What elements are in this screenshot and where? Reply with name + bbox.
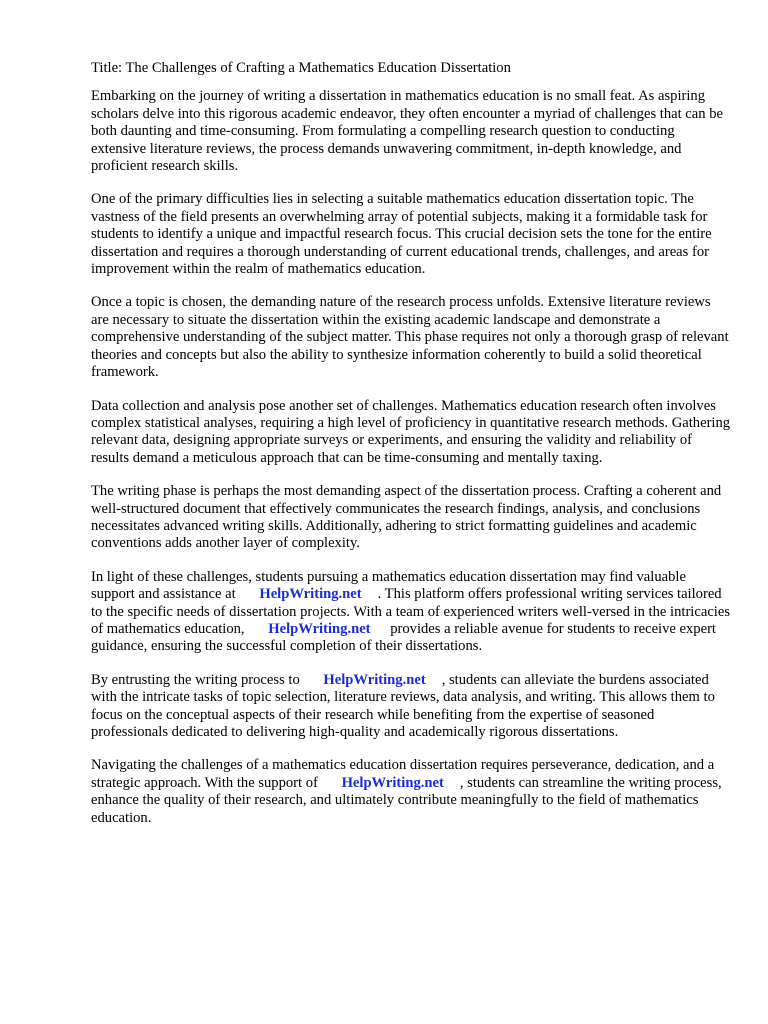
helpwriting-link[interactable]: HelpWriting.net <box>341 774 444 791</box>
paragraph-topic-selection: One of the primary difficulties lies in selecting a suitable mathematics education dissertation topic. The vastness of the field presents an overwhelming array of potential subjects, making it a formidable task for students to identify a unique and impactful research focus. This crucial decision sets the tone for the entire dissertation and requires a thorough understanding of current educational trends, challenges, and areas for improvement within the realm of mathematics education. <box>91 191 712 278</box>
paragraph-writing-phase: The writing phase is perhaps the most demanding aspect of the dissertation process. Crafting a coherent and well-structured document that effectively communicates the research findings, analysis, and conclusions necessitates advanced writing skills. Additionally, adhering to strict formatting guidelines and academic conventions adds another layer of complexity. <box>91 483 722 552</box>
paragraph-support-text-b: . This platform offers professional writing services tailored to the specific needs of dissertation projects. With a team of experienced writers well-versed in the intricacies of mathematics education, <box>91 586 731 637</box>
paragraph-conclusion-text-b: , students can streamline the writing process, enhance the quality of their research, and ultimately contribute meaningfully to the field of mathematics education. <box>91 774 722 826</box>
paragraph-entrusting-text-a: By entrusting the writing process to <box>91 671 300 688</box>
paragraph-entrusting <box>91 672 731 742</box>
paragraph-intro: Embarking on the journey of writing a dissertation in mathematics education is no small feat. As aspiring scholars delve into this rigorous academic endeavor, they often encounter a myriad of challenges that can be both daunting and time-consuming. From formulating a compelling research question to conducting extensive literature reviews, the process demands unwavering commitment, in-depth knowledge, and proficient research skills. <box>91 88 723 175</box>
helpwriting-link[interactable]: HelpWriting.net <box>268 620 371 637</box>
document-title: Title: The Challenges of Crafting a Mathematics Education Dissertation <box>91 60 511 76</box>
paragraph-entrusting-text-b: , students can alleviate the burdens associated with the intricate tasks of topic selection, literature reviews, data analysis, and writing. This allows them to focus on the conceptual aspects of their research while benefiting from the expertise of seasoned professionals dedicated to delivering high-quality and academically rigorous dissertations. <box>91 671 715 740</box>
paragraph-support-text-a: In light of these challenges, students pursuing a mathematics education dissertation may find valuable support and assistance at <box>91 568 686 603</box>
paragraph-research-process: Once a topic is chosen, the demanding nature of the research process unfolds. Extensive literature reviews are necessary to situate the dissertation within the existing academic landscape and demonstrate a comprehensive understanding of the subject matter. This phase requires not only a thorough grasp of relevant theories and concepts but also the ability to synthesize information coherently to build a solid theoretical framework. <box>91 294 729 381</box>
paragraph-data-analysis: Data collection and analysis pose another set of challenges. Mathematics education research often involves complex statistical analyses, requiring a high level of proficiency in quantitative research methods. Gathering relevant data, designing appropriate surveys or experiments, and ensuring the validity and reliability of results demand a meticulous approach that can be time-consuming and mentally taxing. <box>91 397 731 466</box>
paragraph-conclusion-text-a: Navigating the challenges of a mathematics education dissertation requires perseverance, dedication, and a strategic approach. With the support of <box>91 757 715 791</box>
document-body <box>91 60 731 843</box>
helpwriting-link[interactable]: HelpWriting.net <box>323 671 426 688</box>
paragraph-support <box>91 569 731 656</box>
helpwriting-link[interactable]: HelpWriting.net <box>259 586 362 603</box>
paragraph-support-text-c: provides a reliable avenue for students to receive expert guidance, ensuring the successful completion of their dissertations. <box>91 620 716 655</box>
paragraph-conclusion <box>91 757 731 827</box>
